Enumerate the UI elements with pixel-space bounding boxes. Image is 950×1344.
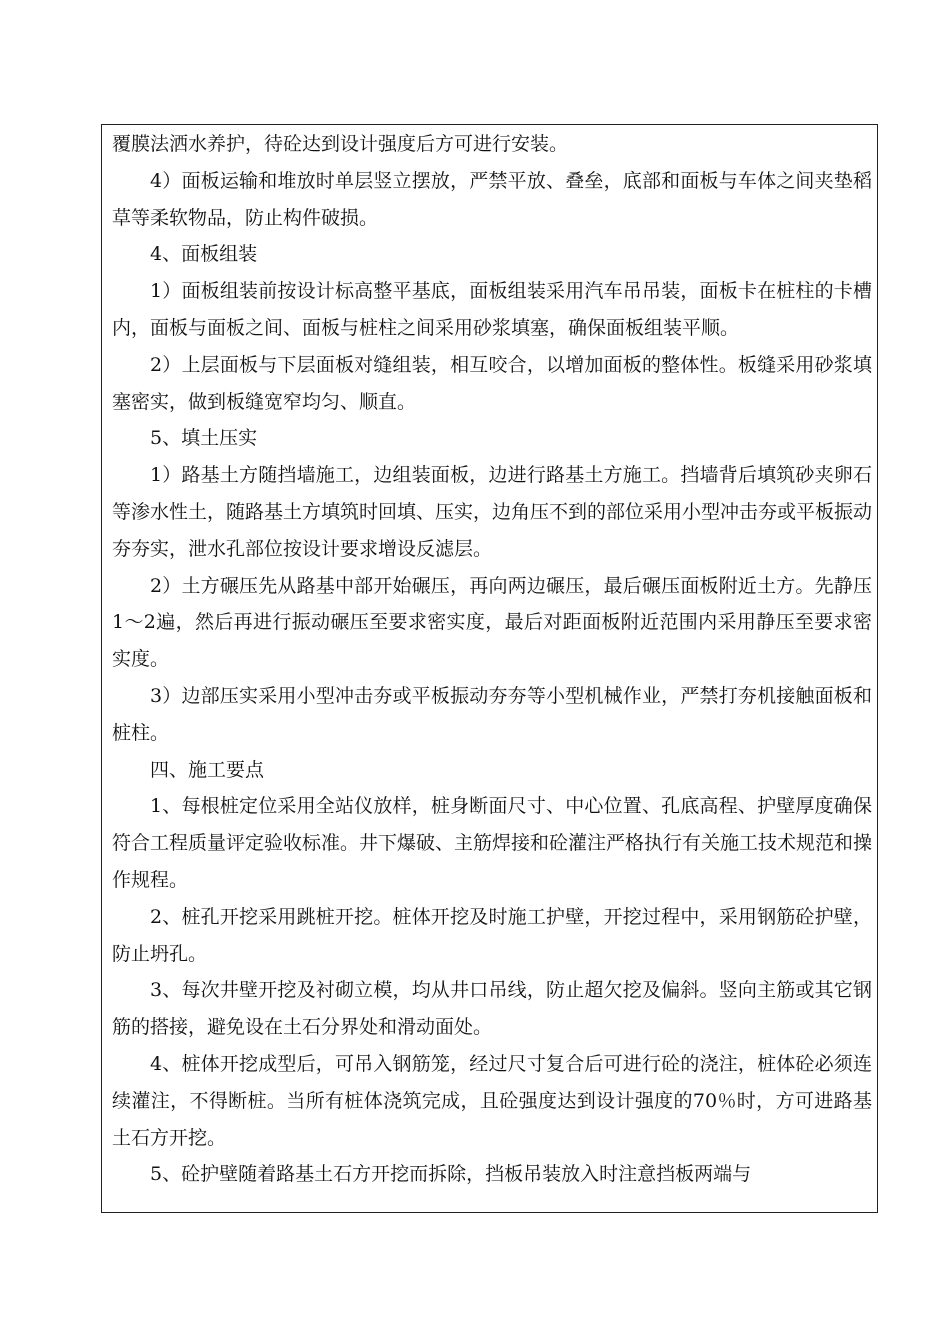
paragraph: 2）上层面板与下层面板对缝组装，相互咬合，以增加面板的整体性。板缝采用砂浆填塞密实，做到板缝宽窄均匀、顺直。 [112,353,872,413]
paragraph: 3）边部压实采用小型冲击夯或平板振动夯夯等小型机械作业，严禁打夯机接触面板和桩柱。 [112,684,872,744]
paragraph: 2）土方碾压先从路基中部开始碾压，再向两边碾压，最后碾压面板附近土方。先静压1～2遍，然后再进行振动碾压至要求密实度，最后对距面板附近范围内采用静压至要求密实度。 [112,574,872,671]
paragraph: 4、桩体开挖成型后，可吊入钢筋笼，经过尺寸复合后可进行砼的浇注，桩体砼必须连续灌注，不得断桩。当所有桩体浇筑完成，且砼强度达到设计强度的70％时，方可进路基土石方开挖。 [112,1052,872,1149]
paragraph: 1）路基土方随挡墙施工，边组装面板，边进行路基土方施工。挡墙背后填筑砂夹卵石等渗水性土，随路基土方填筑时回填、压实，边角压不到的部位采用小型冲击夯或平板振动夯夯实，泄水孔部位按设计要求增设反滤层。 [112,464,873,560]
paragraph: 4）面板运输和堆放时单层竖立摆放，严禁平放、叠垒，底部和面板与车体之间夹垫稻草等柔软物品，防止构件破损。 [112,169,872,229]
document-body [112,126,872,1193]
section-heading: 5、填土压实 [150,427,258,450]
paragraph: 5、砼护壁随着路基土石方开挖而拆除，挡板吊装放入时注意挡板两端与 [150,1163,752,1186]
section-heading: 四、施工要点 [150,758,265,781]
paragraph: 1、每根桩定位采用全站仪放样，桩身断面尺寸、中心位置、孔底高程、护壁厚度确保符合工程质量评定验收标准。井下爆破、主筋焊接和砼灌注严格执行有关施工技术规范和操作规程。 [112,795,873,891]
table-cell-frame [101,124,878,1213]
section-heading: 4、面板组装 [150,243,258,266]
paragraph: 1）面板组装前按设计标高整平基底，面板组装采用汽车吊吊装，面板卡在桩柱的卡槽内，面板与面板之间、面板与桩柱之间采用砂浆填塞，确保面板组装平顺。 [112,280,872,339]
paragraph: 3、每次井壁开挖及衬砌立模，均从井口吊线，防止超欠挖及偏斜。竖向主筋或其它钢筋的搭接，避免设在土石分界处和滑动面处。 [112,979,872,1039]
paragraph: 2、桩孔开挖采用跳桩开挖。桩体开挖及时施工护壁，开挖过程中，采用钢筋砼护壁，防止坍孔。 [112,905,872,965]
paragraph: 覆膜法洒水养护，待砼达到设计强度后方可进行安装。 [112,133,569,155]
